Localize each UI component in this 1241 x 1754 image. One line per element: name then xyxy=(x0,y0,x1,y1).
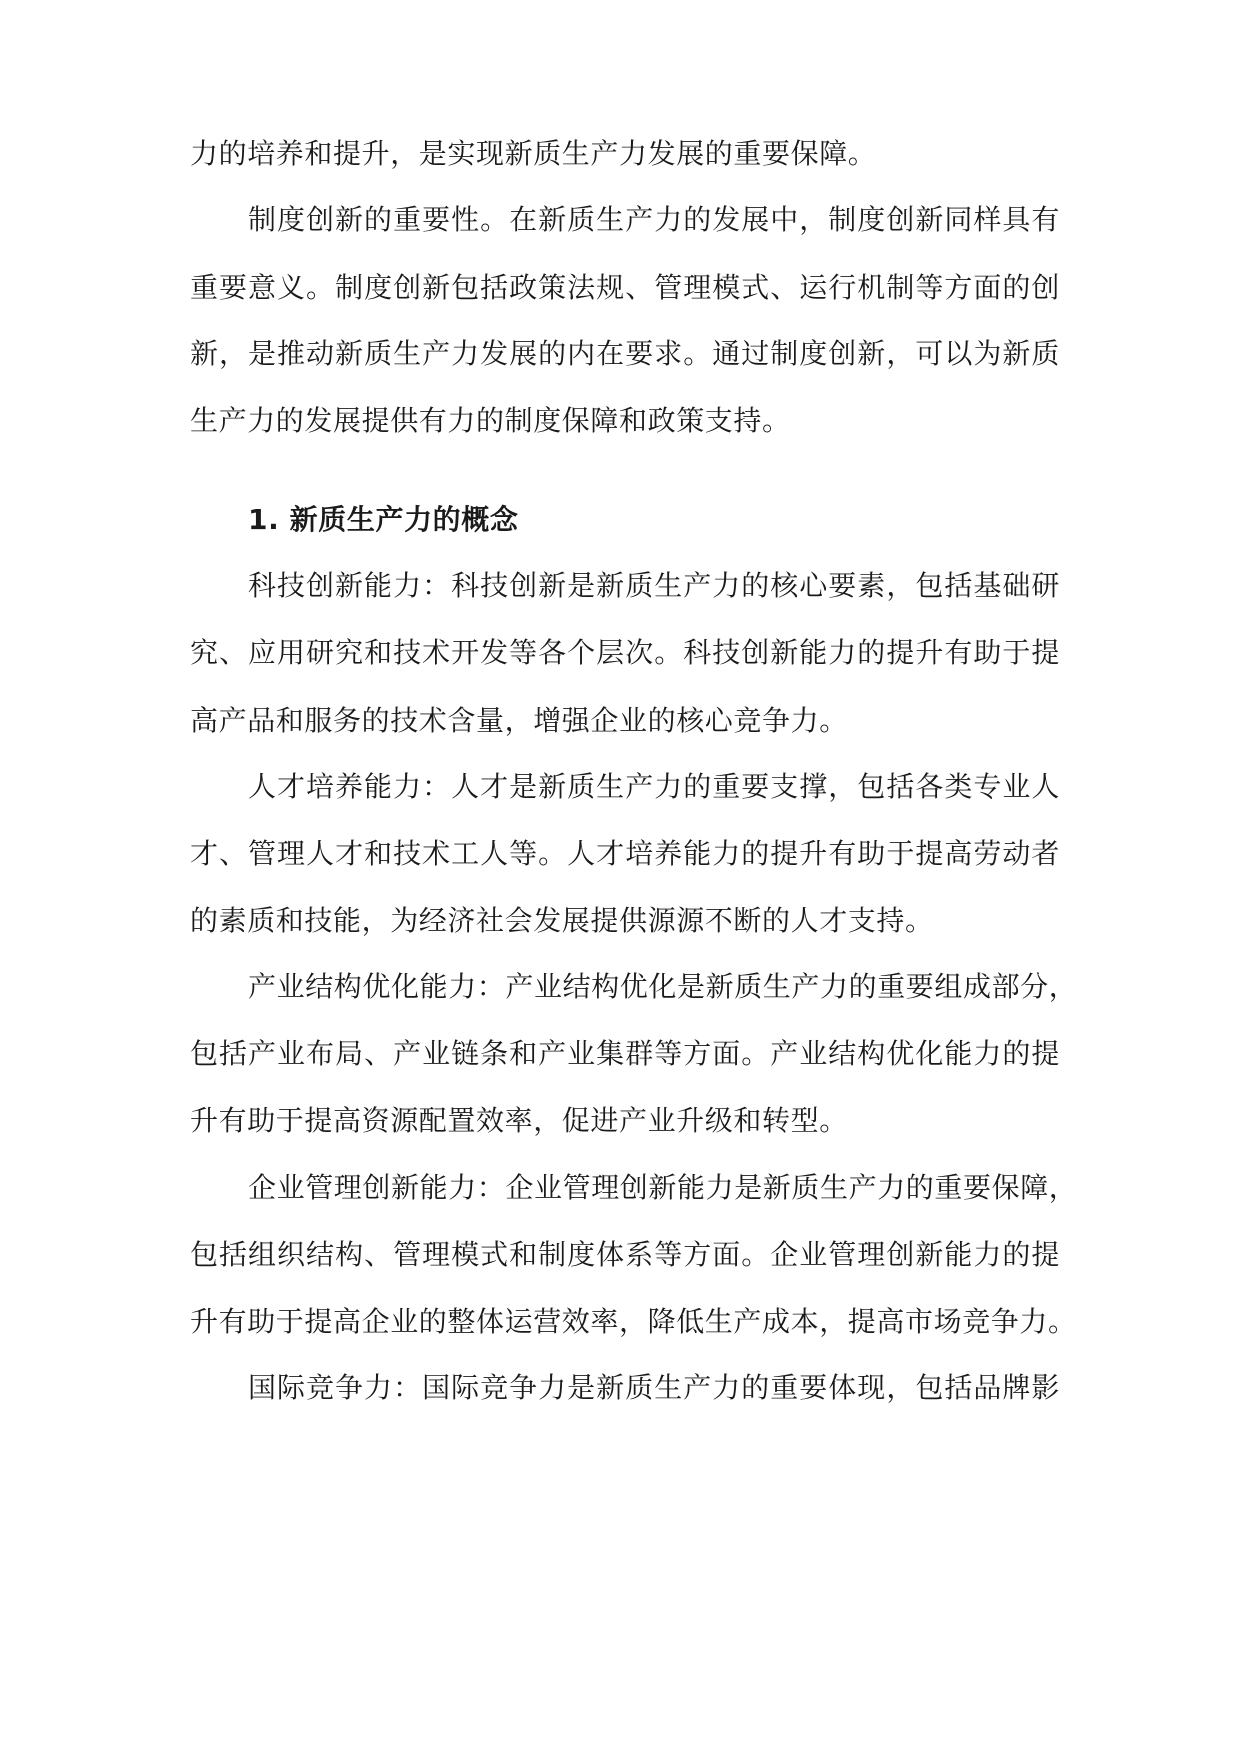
text-line: 的素质和技能，为经济社会发展提供源源不断的人才支持。 xyxy=(190,904,934,937)
text-line: 究、应用研究和技术开发等各个层次。科技创新能力的提升有助于提 xyxy=(190,636,1060,669)
text-line: 力的培养和提升，是实现新质生产力发展的重要保障。 xyxy=(190,137,877,170)
text-line: 包括产业布局、产业链条和产业集群等方面。产业结构优化能力的提 xyxy=(190,1037,1060,1070)
text-line: 新，是推动新质生产力发展的内在要求。通过制度创新，可以为新质 xyxy=(190,337,1060,370)
text-line: 重要意义。制度创新包括政策法规、管理模式、运行机制等方面的创 xyxy=(190,271,1060,304)
text-line: 升有助于提高企业的整体运营效率，降低生产成本，提高市场竞争力。 xyxy=(190,1305,1077,1338)
section-heading: 1. 新质生产力的概念 xyxy=(248,503,519,536)
text-line: 包括组织结构、管理模式和制度体系等方面。企业管理创新能力的提 xyxy=(190,1238,1060,1271)
paragraph-first-line: 企业管理创新能力：企业管理创新能力是新质生产力的重要保障， xyxy=(248,1171,1078,1204)
text-line: 才、管理人才和技术工人等。人才培养能力的提升有助于提高劳动者 xyxy=(190,837,1060,870)
paragraph-first-line: 产业结构优化能力：产业结构优化是新质生产力的重要组成部分， xyxy=(248,970,1078,1003)
paragraph-first-line: 人才培养能力：人才是新质生产力的重要支撑，包括各类专业人 xyxy=(248,770,1060,803)
paragraph-first-line: 国际竞争力：国际竞争力是新质生产力的重要体现，包括品牌影 xyxy=(248,1371,1060,1404)
paragraph-first-line: 科技创新能力：科技创新是新质生产力的核心要素，包括基础研 xyxy=(248,569,1060,602)
paragraph-first-line: 制度创新的重要性。在新质生产力的发展中，制度创新同样具有 xyxy=(248,203,1060,236)
text-line: 生产力的发展提供有力的制度保障和政策支持。 xyxy=(190,404,791,437)
text-line: 升有助于提高资源配置效率，促进产业升级和转型。 xyxy=(190,1104,848,1137)
text-line: 高产品和服务的技术含量，增强企业的核心竞争力。 xyxy=(190,704,848,737)
